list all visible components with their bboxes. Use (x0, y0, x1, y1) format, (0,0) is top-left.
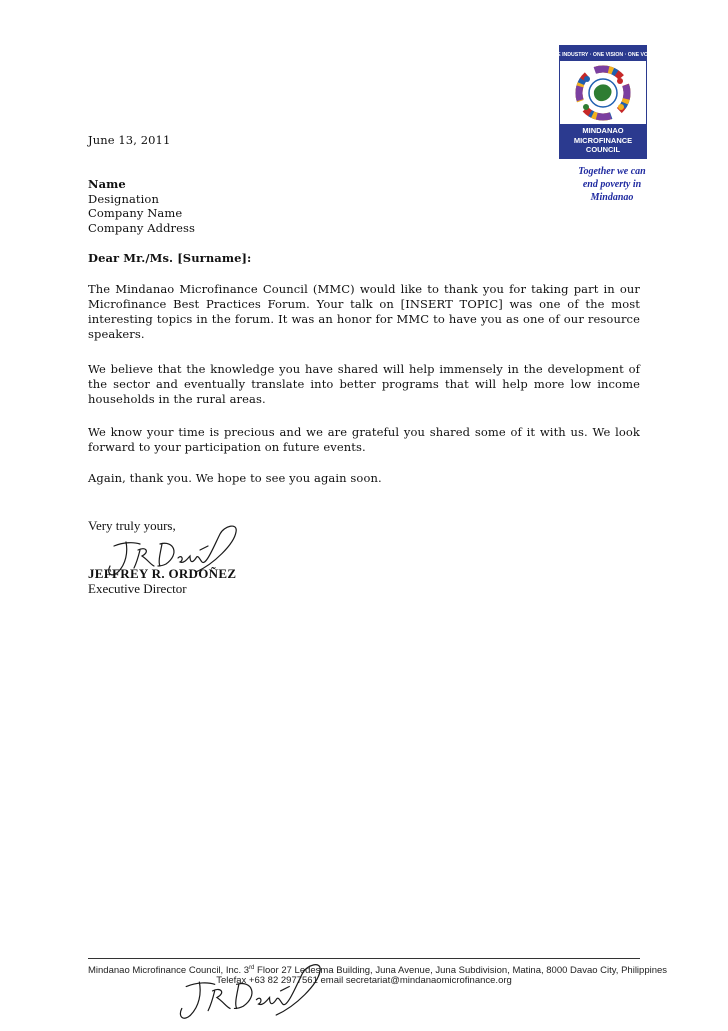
tagline-line2: end poverty in (582, 179, 642, 190)
footer-divider (88, 958, 640, 959)
body-paragraph-3: We know your time is precious and we are grateful you shared some of it with us. We look forward to your participation on future events. (88, 425, 640, 454)
tagline-line1: Together we can (578, 166, 646, 177)
signatory-title: Executive Director (88, 581, 187, 596)
footer-address-start: Mindanao Microfinance Council, Inc. 3 (88, 965, 250, 977)
recipient-designation: Designation (88, 192, 159, 206)
body-paragraph-4: Again, thank you. We hope to see you again soon. (88, 471, 382, 485)
signatory-name: JEFFREY R. ORDOÑEZ (88, 566, 237, 581)
logo-name-line2: MICROFINANCE (573, 135, 633, 145)
footer-signature (172, 958, 332, 1026)
tagline (568, 165, 656, 204)
footer-address-ordinal: rd (249, 965, 255, 971)
svg-text:ONE INDUSTRY · ONE VISION · ON: ONE INDUSTRY · ONE VISION · ONE VOICE (549, 52, 657, 58)
footer-contact: Telefax +63 82 2977561 email secretariat@mindanaomicrofinance.org (216, 975, 512, 986)
logo-name-line1: MINDANAO (582, 126, 624, 135)
logo-name-line3: COUNCIL (585, 145, 621, 154)
letter-date: June 13, 2011 (88, 133, 171, 147)
body-paragraph-2: We believe that the knowledge you have shared will help immensely in the development of the sector and eventually translate into better programs that will help more low income households in the rural areas. (88, 362, 640, 406)
closing: Very truly yours, (88, 518, 176, 533)
salutation: Dear Mr./Ms. [Surname]: (88, 251, 252, 265)
tagline-line3: Mindanao (590, 192, 634, 203)
mmc-logo (549, 45, 657, 159)
body-paragraph-1: The Mindanao Microfinance Council (MMC) would like to thank you for taking part in our Microfinance Best Practices Forum. Your talk on [INSERT TOPIC] was one of the most interesting topics in the forum. It was an honor for MMC to have you as one of our resource speakers. (88, 282, 640, 341)
recipient-name: Name (88, 177, 126, 191)
footer-address-end: Floor 27 Ledesma Building, Juna Avenue, Juna Subdivision, Matina, 8000 Davao City, Philippines (254, 965, 668, 977)
recipient-company: Company Name (88, 206, 183, 220)
recipient-address: Company Address (88, 221, 196, 235)
